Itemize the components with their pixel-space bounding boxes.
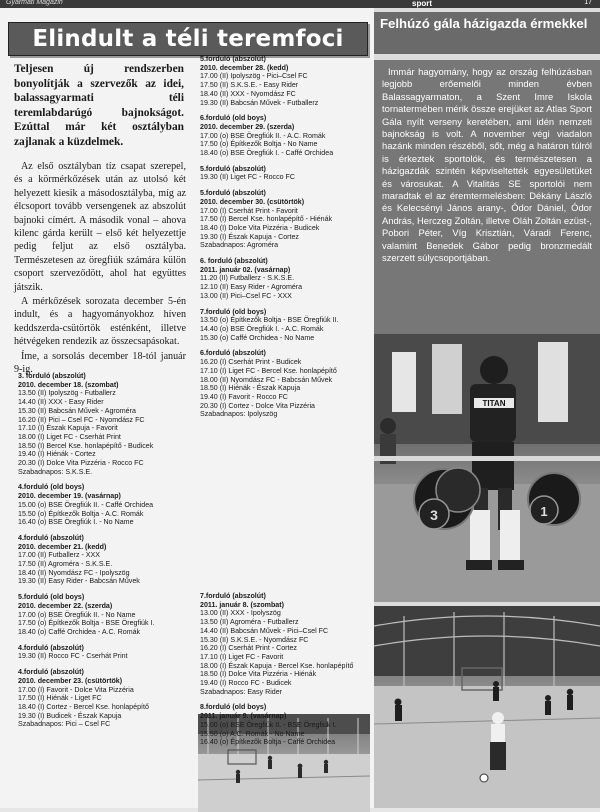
match-line: 12.10 (II) Easy Rider - Agroméra — [200, 283, 303, 292]
round-date: 2010. december 29. (szerda) — [200, 122, 295, 131]
schedule-column-2-bottom — [200, 592, 370, 754]
match-line: 15.00 (o) BSE Öregfiúk II. - BSE Öregfiúk I. — [200, 720, 337, 729]
match-line: 14.40 (II) Babcsán Művek - Pici–Csel FC — [200, 626, 329, 635]
match-line: 18.40 (II) Nyomdász FC - Ipolyszög — [18, 568, 130, 577]
match-line: 19.30 (I) Észak Kapuja - Cortez — [200, 232, 299, 241]
schedule-round — [18, 593, 194, 637]
round-heading: 4.forduló (abszolút) — [18, 533, 84, 542]
schedule-round — [200, 114, 370, 158]
article-title: Elindult a téli teremfoci — [32, 26, 344, 52]
match-line: 17.50 (o) Építkezők Boltja - BSE Öregfiúk I. — [18, 619, 155, 628]
schedule-round — [18, 668, 194, 729]
match-line: 16.40 (o) Építkezők Boltja - Caffé Orchidea — [200, 738, 336, 747]
round-date: 2010. december 28. (kedd) — [200, 63, 289, 72]
match-line: 17.00 (o) BSE Öregfiúk II. - No Name — [18, 610, 136, 619]
schedule-round — [200, 165, 370, 182]
match-line: 15.30 (o) Caffé Orchidea - No Name — [200, 333, 315, 342]
match-line: 15.30 (II) S.K.S.E. - Nyomdász FC — [200, 635, 309, 644]
match-line: 11.20 (II) Futballerz - S.K.S.E. — [200, 274, 295, 283]
match-line: 18.40 (o) Caffé Orchidea - A.C. Romák — [18, 627, 141, 636]
indoor-football-photo-large — [374, 606, 600, 808]
match-line: 18.50 (I) Hiénák - Észak Kapuja — [200, 384, 301, 393]
match-line: 14.40 (o) BSE Öregfiúk I. - A.C. Romák — [200, 324, 324, 333]
schedule-round — [18, 372, 194, 476]
match-line: 19.30 (II) Easy Rider - Babcsán Művek — [18, 577, 140, 586]
article-lead: Teljesen új rendszerben bonyolítják a szervezők az idei, balassagyarmati téli teremlabdarúgó bajnokságot. Ezúttal már két osztályban zajlanak a küzdelmek. — [14, 63, 184, 148]
match-line: Szabadnapos: S.K.S.E. — [18, 467, 93, 476]
match-line: 20.30 (I) Cortez - Dolce Vita Pizzéria — [200, 401, 315, 410]
match-line: 18.50 (I) Bercel Kse. honlapépítő - Budicek — [18, 441, 154, 450]
round-date: 2010. december 23. (csütörtök) — [18, 676, 123, 685]
round-date: 2010. december 21. (kedd) — [18, 542, 107, 551]
match-line: 17.10 (I) Liget FC - Bercel Kse. honlapépítő — [200, 366, 337, 375]
round-heading: 7.forduló (abszolút) — [200, 592, 266, 600]
article-body — [14, 160, 186, 378]
schedule-round — [18, 644, 194, 661]
round-date: 2010. december 30. (csütörtök) — [200, 197, 305, 206]
round-date: 2011. január 02. (vasárnap) — [200, 265, 291, 274]
page-number: 17 — [584, 0, 592, 6]
shirt-logo-text: TITAN — [482, 399, 506, 408]
match-line: 17.50 (II) Agroméra - S.K.S.E. — [18, 560, 113, 569]
match-line: 16.20 (I) Cserhát Print - Cortez — [200, 644, 297, 653]
sidebar-paragraph: Immár hagyomány, hogy az ország felhúzásban legjobb erőemelői minden évben Balassagyarmaton, a Szent Imre Iskola tornatermében mérik össze erejüket az Atlas Sport Gála nyílt verseny keretében, ami idén nemzeti bajnokság is volt. A november végi viadalon hazánk minden részéből, sőt, még a határon túlról is érkeztek sportolók, és természetesen a házigazdák szintén képviseltették egyesületüket és városukat. A Vitalitás SE sportolói nem maradtak el az éremtermelésben: Dékány László és Kelecsényi János arany-, Ódor Dániel, Ódor András, Herczeg Zoltán, illetve Oláh Zoltán ezüst-, Pobori Péter, Víg Krisztián, Váradi Ferenc, valamint Benedek Gábor pedig bronzmedált szerzett súlycsoportjában. — [382, 66, 592, 264]
schedule-round — [200, 703, 370, 747]
match-line: 18.40 (I) Cortez - Bercel Kse. honlapépítő — [18, 702, 149, 711]
match-line: 16.20 (I) Cserhát Print - Budicek — [200, 358, 302, 367]
match-line: 18.40 (o) BSE Öregfiúk I. - Caffé Orchidea — [200, 149, 334, 158]
match-line: 15.30 (II) Babcsán Művek - Agroméra — [18, 406, 136, 415]
match-line: 16.20 (II) Pici – Csel FC - Nyomdász FC — [18, 415, 145, 424]
match-line: Szabadnapos: Agroméra — [200, 241, 279, 250]
match-line: 15.00 (o) BSE Öregfiúk II. - Caffé Orchidea — [18, 500, 154, 509]
match-line: 19.40 (I) Favorit - Rocco FC — [200, 392, 288, 401]
match-line: 18.40 (I) Dolce Vita Pizzéria - Budicek — [200, 223, 320, 232]
schedule-round — [200, 592, 370, 696]
match-line: 13.50 (II) Ipolyszög - Futballerz — [18, 389, 116, 398]
match-line: 17.50 (o) Építkezők Boltja - No Name — [200, 140, 318, 149]
round-heading: 4.forduló (abszolút) — [18, 668, 84, 677]
round-heading: 5.forduló (abszolút) — [200, 189, 266, 198]
schedule-round — [200, 349, 370, 419]
body-paragraph: Az első osztályban tíz csapat szerepel, és a körmérkőzések után az utolsó két helyezett kiesik a másodosztályba, míg az élcsoport tovább versengenek az abszolút bajnoki címért. A második vonal – ahova kilenc gárda került – első két helyezettje pedig feljut az első osztályba. Természetesen az öregfiúk számára külön csoport szerveződött, ahol hat együttes játszik. — [14, 161, 186, 293]
round-date: 2010. december 18. (szombat) — [18, 380, 119, 389]
match-line: Szabadnapos: Easy Rider — [200, 687, 283, 696]
match-line: 15.50 (o) A.C. Romák - No Name — [200, 729, 305, 738]
schedule-round — [200, 189, 370, 250]
round-heading: 6.forduló (abszolút) — [200, 349, 266, 358]
match-line: 17.50 (I) Hiénák - Liget FC — [18, 694, 102, 703]
schedule-round — [200, 55, 370, 107]
plate-number-right: 1 — [540, 504, 548, 519]
match-line: 18.50 (I) Dolce Vita Pizzéria - Hiénák — [200, 670, 317, 679]
plate-number-left: 3 — [430, 507, 438, 523]
match-line: 17.50 (II) S.K.S.E. - Easy Rider — [200, 81, 299, 90]
match-line: 19.30 (I) Budicek - Észak Kapuja — [18, 711, 122, 720]
schedule-column-2 — [200, 55, 370, 426]
match-line: 13.50 (o) Építkezők Boltja - BSE Öregfiúk II. — [200, 316, 339, 325]
match-line: 17.00 (II) Ipolyszög - Pici–Csel FC — [200, 72, 308, 81]
schedule-column-1 — [18, 372, 194, 736]
round-heading: 8.forduló (old boys) — [200, 703, 267, 712]
match-line: Szabadnapos: Ipolyszög — [200, 410, 278, 419]
round-date: 2010. december 19. (vasárnap) — [18, 492, 121, 501]
match-line: 17.10 (I) Észak Kapuja - Favorit — [18, 424, 118, 433]
match-line: 19.30 (II) Liget FC - Rocco FC — [200, 173, 296, 182]
round-date: 2011. január 8. (szombat) — [200, 600, 284, 609]
deadlift-photo — [374, 334, 600, 602]
headline-banner — [8, 22, 368, 56]
sidebar-title: Felhúzó gála házigazda érmekkel — [374, 12, 600, 54]
round-heading: 7.forduló (old boys) — [200, 307, 267, 316]
match-line: 18.00 (I) Liget FC - Cserhát Print — [18, 432, 121, 441]
round-heading: 5.forduló (abszolút) — [200, 55, 266, 63]
match-line: 13.00 (II) Pici–Csel FC - XXX — [200, 291, 292, 300]
schedule-round — [18, 483, 194, 527]
match-line: 19.30 (II) Babcsán Művek - Futballerz — [200, 98, 319, 107]
section-label: sport — [412, 0, 432, 8]
match-line: 17.00 (I) Favorit - Dolce Vita Pizzéria — [18, 685, 134, 694]
round-heading: 6.forduló (old boys) — [200, 114, 267, 123]
match-line: 17.10 (I) Liget FC - Favorit — [200, 652, 284, 661]
schedule-round — [200, 308, 370, 343]
publication-name: Gyarmati Magazin — [6, 0, 63, 6]
match-line: 17.00 (I) Cserhát Print - Favorit — [200, 206, 298, 215]
round-heading: 5.forduló (abszolút) — [200, 164, 266, 173]
match-line: 17.00 (II) Futballerz - XXX — [18, 551, 101, 560]
round-heading: 5.forduló (old boys) — [18, 593, 85, 602]
round-date: 2010. december 22. (szerda) — [18, 601, 113, 610]
match-line: 18.40 (II) XXX - Nyomdász FC — [200, 89, 296, 98]
body-paragraph: Íme, a sorsolás december 18-tól január 9-ig. — [14, 350, 186, 376]
match-line: Szabadnapos: Pici – Csel FC — [18, 720, 111, 729]
match-line: 18.00 (I) Észak Kapuja - Bercel Kse. honlapépítő — [200, 661, 354, 670]
round-heading: 4.forduló (abszolút) — [18, 643, 84, 652]
body-paragraph: A mérkőzések sorozata december 5-én indult, és a hagyományokhoz híven keddszerda-csütörtök esténként, illetve hétvégeken rendezik az összecsapásokat. — [14, 296, 186, 348]
match-line: 19.30 (II) Rocco FC - Cserhát Print — [18, 652, 128, 661]
match-line: 17.00 (o) BSE Öregfiúk II. - A.C. Romák — [200, 131, 326, 140]
match-line: 19.40 (I) Rocco FC - Budicek — [200, 679, 292, 688]
match-line: 16.40 (o) BSE Öregfiúk I. - No Name — [18, 518, 134, 527]
schedule-round — [18, 534, 194, 586]
sidebar-body — [374, 60, 600, 338]
match-line: 13.00 (II) XXX - Ipolyszög — [200, 609, 281, 618]
schedule-round — [200, 257, 370, 301]
match-line: 17.50 (I) Bercel Kse. honlapépítő - Hiénák — [200, 215, 333, 224]
match-line: 14.40 (II) XXX - Easy Rider — [18, 398, 104, 407]
round-heading: 4.forduló (old boys) — [18, 483, 85, 492]
page-header-bar — [0, 0, 600, 8]
round-heading: 6. forduló (abszolút) — [200, 257, 268, 266]
round-heading: 3. forduló (abszolút) — [18, 372, 86, 380]
match-line: 20.30 (I) Dolce Vita Pizzéria - Rocco FC — [18, 459, 144, 468]
round-date: 2011. január 9. (vasárnap) — [200, 712, 287, 721]
match-line: 19.40 (I) Hiénák - Cortez — [18, 450, 96, 459]
match-line: 15.50 (o) Építkezők Boltja - A.C. Romák — [18, 509, 144, 518]
match-line: 13.50 (II) Agroméra - Futballerz — [200, 618, 299, 627]
match-line: 18.00 (II) Nyomdász FC - Babcsán Művek — [200, 375, 333, 384]
